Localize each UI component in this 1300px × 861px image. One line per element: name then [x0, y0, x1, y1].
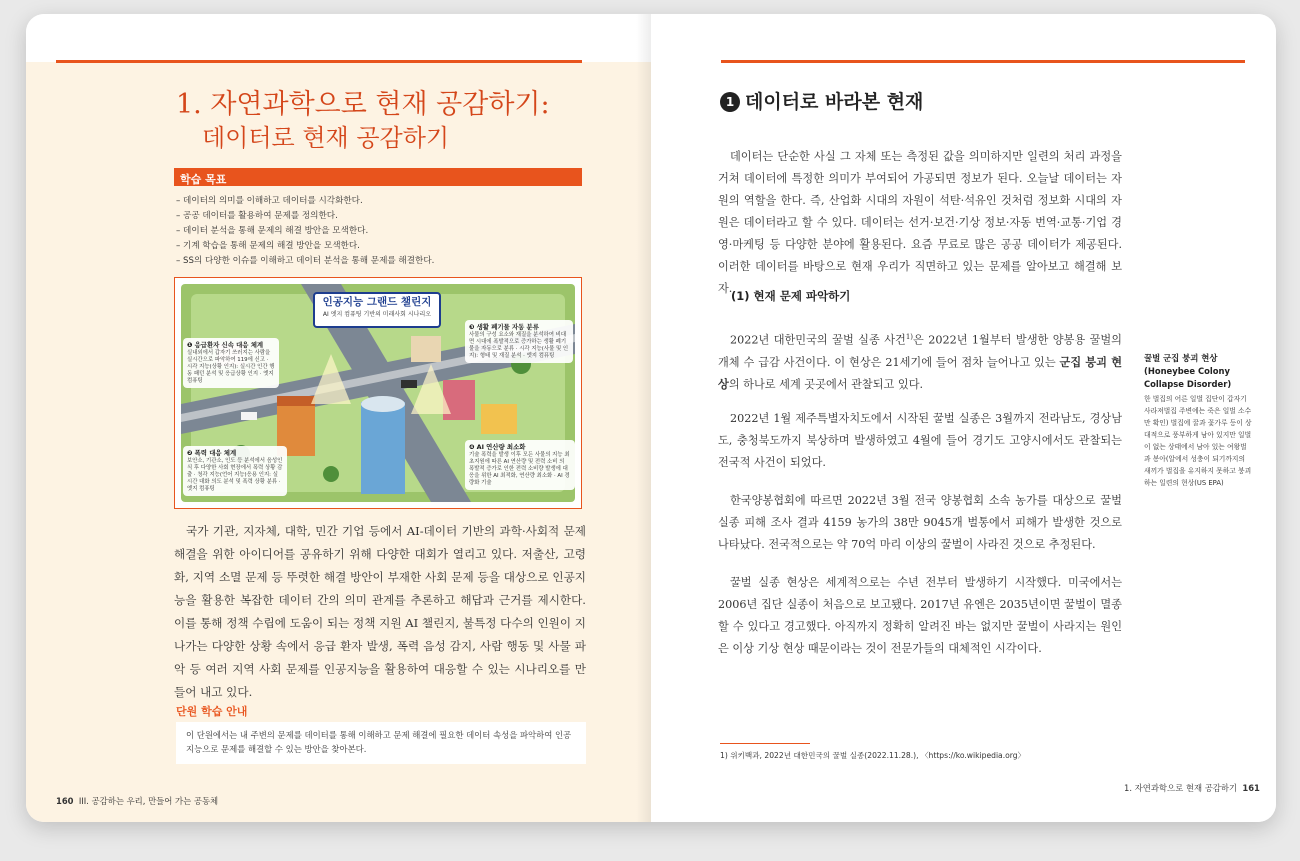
callout-waste [465, 320, 573, 363]
callout-body: 보안소, 기관소, 인도 등 분석에서 음성인식 후 다양한 사회 현장에서 폭력 상황 감출 · 청각 지능(언어 지능)응용 인지: 실시간 대화 의도 분석 및 폭력 상황 분류 · 엣지 컴퓨팅 [187, 458, 283, 492]
unit-title [176, 88, 616, 154]
goal-item: – 데이터의 의미를 이해하고 데이터를 시각화한다. [176, 196, 363, 206]
right-folio-text: 1. 자연과학으로 현재 공감하기 [1124, 783, 1238, 793]
callout-ai-compute [465, 440, 575, 490]
callout-emergency [183, 338, 279, 388]
bee-paragraph-4: 꿀벌 실종 현상은 세계적으로는 수년 전부터 발생하기 시작했다. 미국에서는 2006년 집단 실종이 처음으로 보고됐다. 2017년 유엔은 2035년이면 꿀벌이 멸종할 수 있다고 경고했다. 아직까지 정확히 알려진 바는 없지만 꿀벌이 사라지는 원인은 이상 기상 현상 때문이라는 것이 전문가들의 대체적인 시각이다. [718, 576, 1122, 655]
callout-heading: ❷ 폭력 대응 체계 [187, 449, 237, 457]
left-page [26, 14, 651, 822]
goal-item: – 기계 학습을 통해 문제의 해결 방안을 모색한다. [176, 241, 360, 251]
p1-text-a: 2022년 대한민국의 꿀벌 실종 사건 [730, 333, 906, 347]
left-folio [56, 795, 218, 807]
callout-body: 기술 폭력을 발생 이후 모든 사물의 지능 최초지원에 따른 AI 연산량 및 전력 소비 의 폭발적 증가로 인한 전력 소비량 발생에 대응을 위한 AI 최적화, 연산량 최소화 · AI 경량화 기술 [469, 452, 570, 486]
learning-goals-header [174, 168, 582, 186]
goal-item: – 공공 데이터를 활용하여 문제를 정의한다. [176, 211, 338, 221]
unit-guide-box: 이 단원에서는 내 주변의 문제를 데이터를 통해 이해하고 문제 해결에 필요한 데이터 속성을 파악하여 인공지능으로 문제를 해결할 수 있는 방안을 찾아본다. [176, 722, 586, 764]
ccd-term: 군집 붕괴 현상 [718, 355, 1122, 391]
callout-heading: ❸ 생활 폐기물 자동 분류 [469, 323, 539, 331]
unit-title-line1: 1. 자연과학으로 현재 공감하기: [176, 89, 550, 120]
unit-guide-heading: 단원 학습 안내 [176, 705, 248, 718]
illustration-subtitle: AI 엣지 컴퓨팅 기반의 미래사회 시나리오 [322, 311, 432, 318]
bee-paragraph-2: 2022년 1월 제주특별자치도에서 시작된 꿀벌 실종은 3월까지 전라남도, 경상남도, 충청북도까지 북상하며 발생하였고 4월에 들어 경기도 고양시에서도 관찰되는 전국적 사건이 되었다. [718, 412, 1122, 469]
glossary-sidenote [1144, 352, 1252, 489]
sidenote-body: 한 벌집의 어른 일벌 집단이 갑자기 사라져벌집 주변에는 죽은 일벌 소수만 확인) 벌집에 꿀과 꽃가루 등이 상대적으로 풍부하게 남아 있지만 일벌이 없는 상태에서 남아 있는 여왕벌과 봉아(알에서 성충이 되기까지의 새끼가 벌집을 유지하지 못하고 붕괴하는 일련의 현상(US EPA) [1144, 395, 1252, 487]
footnote: 1) 위키백과, 2022년 대한민국의 꿀벌 실종(2022.11.28.), 〈https://ko.wikipedia.org〉 [720, 751, 1026, 760]
left-folio-text: III. 공감하는 우리, 만들어 가는 공동체 [78, 796, 219, 806]
illustration-title-box [313, 292, 441, 328]
bee-paragraph-1 [718, 326, 1122, 396]
callout-heading: ❹ AI 연산량 최소화 [469, 443, 526, 451]
unit-title-line2: 데이터로 현재 공감하기 [202, 124, 450, 152]
goal-item: – SS의 다양한 이슈를 이해하고 데이터 분석을 통해 문제를 해결한다. [176, 256, 435, 266]
right-top-rule [721, 60, 1245, 63]
callout-heading: ❶ 응급환자 신속 대응 체계 [187, 341, 264, 349]
section-title [720, 88, 923, 116]
footnote-rule [720, 743, 810, 744]
intro-paragraph: 데이터는 단순한 사실 그 자체 또는 측정된 값을 의미하지만 일련의 처리 과정을 거쳐 데이터에 특정한 의미가 부여되어 가공되면 정보가 된다. 오늘날 데이터는 자원의 역할을 한다. 즉, 산업화 시대의 자원이 석탄·석유인 것처럼 정보화 시대의 자원은 데이터라고 할 수 있다. 데이터는 선거·보건·기상 정보·자동 번역·교통·기업 경영·마케팅 등 다양한 분야에 활용된다. 요즘 무료로 많은 공공 데이터가 제공된다. 이러한 데이터를 바탕으로 현재 우리가 직면하고 있는 문제를 알아보고 해결해 보자. [718, 150, 1122, 295]
illustration-title: 인공지능 그랜드 챌린지 [322, 296, 432, 308]
callout-violence [183, 446, 287, 496]
p1-text-b: 은 2022년 1월부터 발생한 양봉용 꿀벌의 개체 수 급감 사건이다. 이 현상은 21세기에 들어 점차 늘어나고 있는 [718, 333, 1122, 369]
callout-body: 실내외에서 갑자기 쓰러지는 사람을 실시간으로 파악하여 119에 신고 · 시각 지능(상황 인지): 실시간 인간 행동 패턴 분석 및 응급상황 인지 · 엣지 컴퓨팅 [187, 350, 275, 384]
section-title-text: 데이터로 바라본 현재 [745, 91, 924, 113]
callout-body: 사물의 구성 요소와 재질을 분석하여 비대면 시대에 폭발적으로 증가하는 생활 폐기물을 자동으로 분류 · 시각 지능(사물 및 인지): 형태 및 재질 분석 · 엣지 컴퓨팅 [469, 332, 569, 359]
right-folio [1124, 782, 1260, 794]
left-page-number: 160 [56, 796, 74, 806]
p1-text-c: 의 하나로 세계 곳곳에서 관찰되고 있다. [728, 377, 924, 391]
left-body-paragraph: 국가 기관, 지자체, 대학, 민간 기업 등에서 AI-데이터 기반의 과학·사회적 문제 해결을 위한 아이디어를 공유하기 위해 다양한 대회가 열리고 있다. 저출산, 고령화, 지역 소멸 문제 등 뚜렷한 해결 방안이 부재한 사회 문제 등을 대상으로 인공지능을 활용한 복잡한 데이터 간의 의미 관계를 추론하고 해답과 근거를 제시한다. 이를 통해 정책 수립에 도움이 되는 정책 지원 AI 챌린지, 불특정 다수의 인원이 지나가는 다양한 상황 속에서 응급 환자 발생, 폭력 음성 감지, 사람 행동 및 사물 파악 등 여러 지역 사회 문제를 인공지능을 활용하여 대응할 수 있는 시나리오를 만들어 내고 있다. [174, 524, 586, 699]
book-spread [26, 14, 1276, 822]
learning-goals-label: 학습 목표 [180, 173, 227, 186]
ai-challenge-illustration [174, 277, 582, 509]
sidenote-title: 꿀벌 군집 붕괴 현상 (Honeybee Colony Collapse Disorder) [1144, 353, 1232, 389]
goal-item: – 데이터 분석을 통해 문제의 해결 방안을 모색한다. [176, 226, 369, 236]
subsection-heading: (1) 현재 문제 파악하기 [731, 289, 851, 303]
left-top-rule [56, 60, 582, 63]
bee-paragraph-3: 한국양봉협회에 따르면 2022년 3월 전국 양봉협회 소속 농가를 대상으로 꿀벌 실종 피해 조사 결과 4159 농가의 38만 9045개 벌통에서 피해가 발생한 것으로 나타났다. 전국적으로는 약 70억 마리 이상의 꿀벌이 사라진 것으로 추정된다. [718, 494, 1122, 551]
footnote-marker: 1) [905, 333, 914, 341]
section-number-badge: 1 [720, 92, 740, 112]
right-page-number: 161 [1242, 783, 1260, 793]
learning-goals-list [176, 194, 586, 269]
